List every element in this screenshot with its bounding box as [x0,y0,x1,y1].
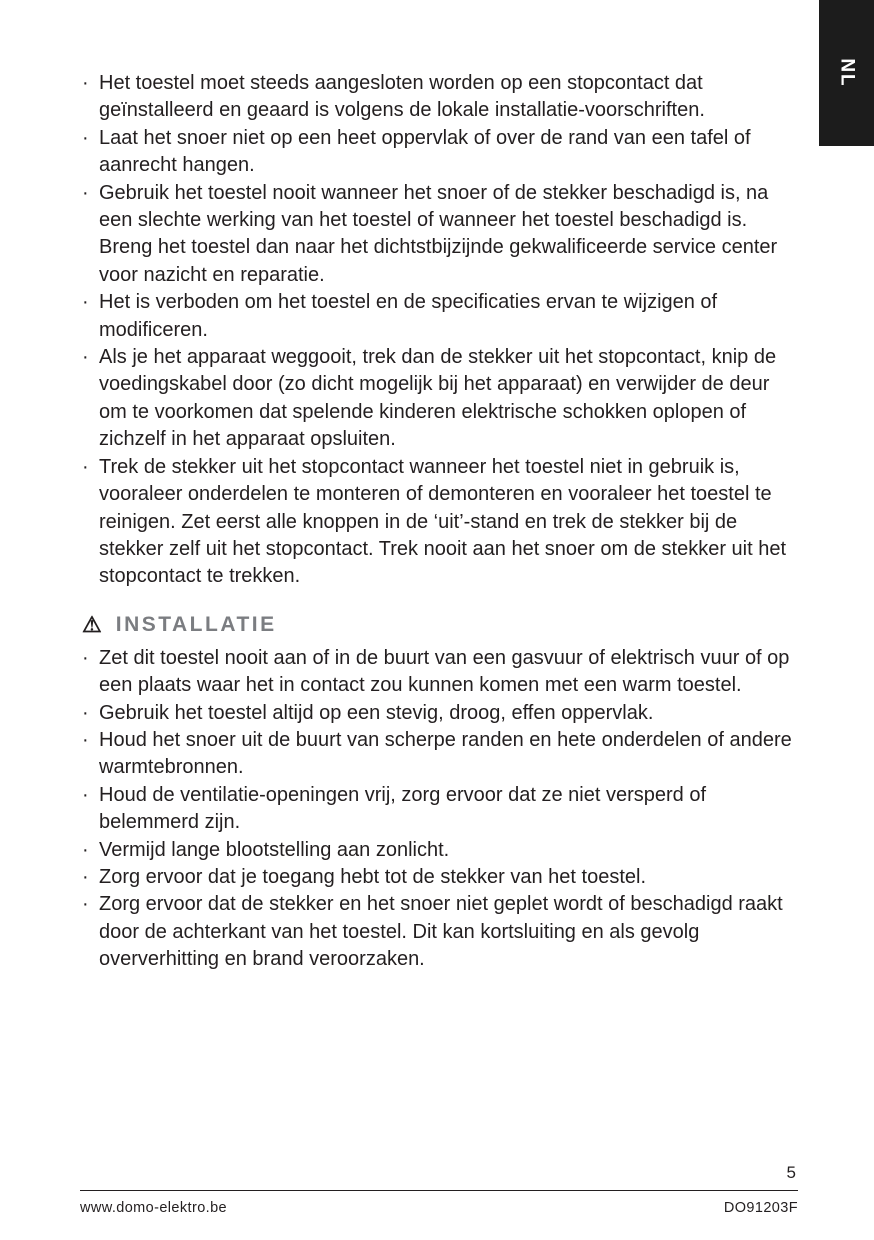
section-heading-installatie [82,613,800,637]
bullet-item: · Als je het apparaat weggooit, trek dan de stekker uit het stopcontact, knip de voedingskabel door (zo dicht mogelijk bij het apparaat) en verwijder de deur om te voorkomen dat spelende kinderen elektrische schokken oplopen of zichzelf in het apparaat opsluiten. [80,344,800,454]
warning-triangle-icon: ⚠ [82,611,102,637]
footer-row [80,1191,798,1216]
bullet-item: · Gebruik het toestel nooit wanneer het snoer of de stekker beschadigd is, na een slechte werking van het toestel of wanneer het toestel beschadigd is. Breng het toestel dan naar het dichtstbijzijnde gekwalificeerde service center voor nazicht en reparatie. [80,180,800,290]
footer-model-number: DO91203F [723,1200,798,1216]
bullet-item: · Laat het snoer niet op een heet oppervlak of over de rand van een tafel of aanrecht hangen. [80,125,800,180]
bullet-item: · Vermijd lange blootstelling aan zonlicht. [80,837,800,864]
page-content [80,70,800,974]
language-tab [819,0,874,146]
bullet-item: · Het toestel moet steeds aangesloten worden op een stopcontact dat geïnstalleerd en geaard is volgens de lokale installatie-voorschriften. [80,70,800,125]
bullet-item: · Houd de ventilatie-openingen vrij, zorg ervoor dat ze niet versperd of belemmerd zijn. [80,782,800,837]
bullet-item: · Zorg ervoor dat de stekker en het snoer niet geplet wordt of beschadigd raakt door de achterkant van het toestel. Dit kan kortsluiting en als gevolg oververhitting en brand veroorzaken. [80,891,800,973]
installation-bullet-list [80,645,800,974]
section-heading-label: INSTALLATIE [115,612,277,636]
safety-bullet-list [80,70,800,591]
language-label: NL [836,58,858,88]
page-footer [80,1163,798,1216]
bullet-item: · Houd het snoer uit de buurt van scherpe randen en hete onderdelen of andere warmtebronnen. [80,727,800,782]
footer-website: www.domo-elektro.be [80,1200,228,1216]
bullet-item: · Het is verboden om het toestel en de specificaties ervan te wijzigen of modificeren. [80,289,800,344]
bullet-item: · Gebruik het toestel altijd op een stevig, droog, effen oppervlak. [80,700,800,727]
bullet-item: · Zet dit toestel nooit aan of in de buurt van een gasvuur of elektrisch vuur of op een plaats waar het in contact zou kunnen komen met een warm toestel. [80,645,800,700]
page-number: 5 [786,1163,796,1182]
bullet-item: · Zorg ervoor dat je toegang hebt tot de stekker van het toestel. [80,864,800,891]
bullet-item: · Trek de stekker uit het stopcontact wanneer het toestel niet in gebruik is, vooraleer onderdelen te monteren of demonteren en vooraleer het toestel te reinigen. Zet eerst alle knoppen in de ‘uit’-stand en trek de stekker bij de stekker zelf uit het stopcontact. Trek nooit aan het snoer om de stekker uit het stopcontact te trekken. [80,454,800,591]
